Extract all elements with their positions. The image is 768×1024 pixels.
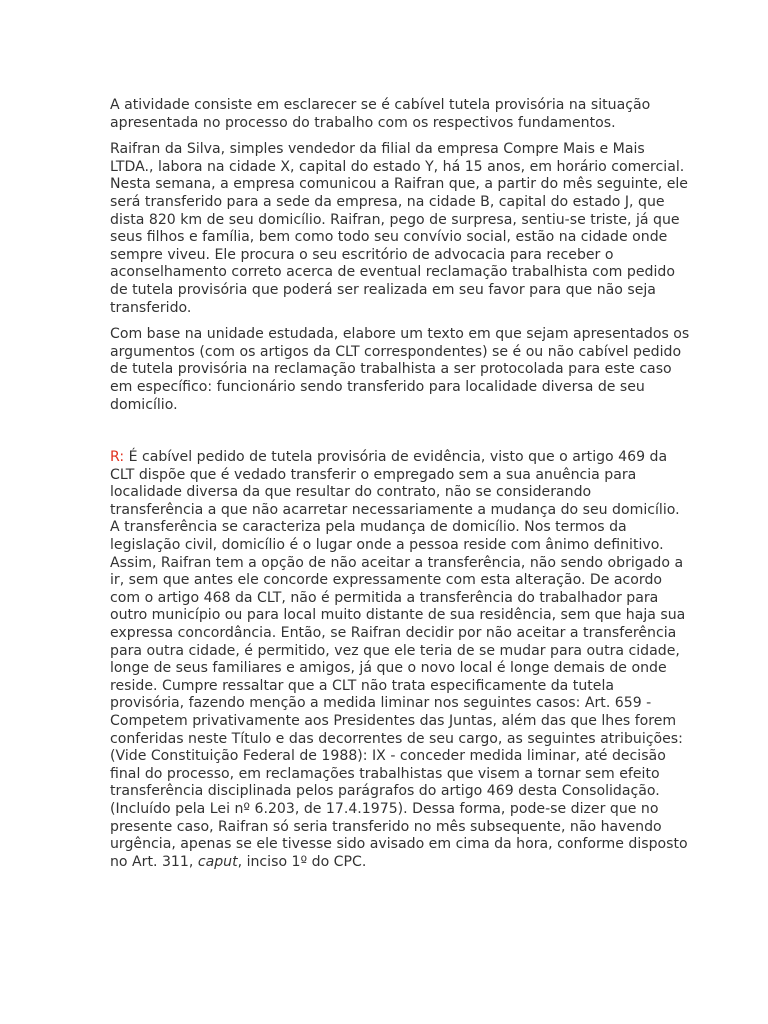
last-line-end: , inciso 1º do CPC. [237,853,367,870]
answer-paragraph [110,449,688,871]
answer-label: R: [110,449,125,466]
text-line: longe de seus familiares e amigos, já que o novo local é longe demais de onde [110,660,667,677]
text-line [110,854,660,872]
text-line: reside. Cumpre ressaltar que a CLT não trata especificamente da tutela [110,677,615,694]
text-line: argumentos (com os artigos da CLT correspondentes) se é ou não cabível pedido [110,343,682,360]
document-page [110,97,690,871]
text-line: em específico: funcionário sendo transferido para localidade diversa de seu [110,378,645,395]
text-line: (Incluído pela Lei nº 6.203, de 17.4.1975). Dessa forma, pode-se dizer que no [110,800,659,817]
text-line: seus filhos e família, bem como todo seu convívio social, estão na cidade onde [110,229,668,246]
text-line: Competem privativamente aos Presidentes das Juntas, além das que lhes forem [110,713,677,729]
text-line: ir, sem que antes ele concorde expressamente com esta alteração. De acordo [110,572,663,589]
text-line [110,449,668,467]
text-line: para outra cidade, é permitido, vez que ele teria de se mudar para outra cidade, [110,642,680,659]
text-line: (Vide Constituição Federal de 1988): IX - conceder medida liminar, até decisão [110,748,666,765]
text-line: A transferência se caracteriza pela mudança de domicílio. Nos termos da [110,519,627,536]
text-line: outro município ou para local muito distante de sua residência, sem que haja sua [110,607,686,624]
text-line: Nesta semana, a empresa comunicou a Raifran que, a partir do mês seguinte, ele [110,176,688,193]
intro-paragraph [110,97,660,132]
case-paragraph [110,141,688,317]
text-line: domicílio. [110,396,178,413]
caput-italic: caput [197,853,238,870]
text-line: urgência, apenas se ele tivesse sido avisado em cima da hora, conforme disposto [110,836,688,853]
text-line: dista 820 km de seu domicílio. Raifran, pego de surpresa, sentiu-se triste, já que [110,211,680,228]
text-line: expressa concordância. Então, se Raifran decidir por não aceitar a transferência [110,625,677,642]
text-line: localidade diversa da que resultar do contrato, não se considerando [110,484,592,501]
answer-first-text: É cabível pedido de tutela provisória de evidência, visto que o artigo 469 da [124,449,668,466]
text-line: com o artigo 468 da CLT, não é permitida a transferência do trabalhador para [110,589,659,606]
text-line: será transferido para a sede da empresa, na cidade B, capital do estado J, que [110,193,665,210]
text-line: transferência disciplinada pelos parágrafos do artigo 469 desta Consolidação. [110,783,660,800]
text-line: presente caso, Raifran só seria transferido no mês subsequente, não havendo [110,818,662,835]
text-line: final do processo, em reclamações trabalhistas que visem a tornar sem efeito [110,765,660,782]
text-line: legislação civil, domicílio é o lugar onde a pessoa reside com ânimo definitivo. [110,537,664,554]
text-line: aconselhamento correto acerca de eventual reclamação trabalhista com pedido [110,264,675,281]
text-line: Assim, Raifran tem a opção de não aceitar a transferência, não sendo obrigado a [110,554,684,571]
text-line: LTDA., labora na cidade X, capital do estado Y, há 15 anos, em horário comercial. [110,158,685,175]
text-line: A atividade consiste em esclarecer se é cabível tutela provisória na situação [110,97,651,113]
text-line: transferência a que não acarretar necessariamente a mudança do seu domicílio. [110,501,680,518]
text-line: Com base na unidade estudada, elabore um texto em que sejam apresentados os [110,326,690,343]
text-line: provisória, fazendo menção a medida liminar nos seguintes casos: Art. 659 - [110,695,652,712]
text-line: apresentada no processo do trabalho com os respectivos fundamentos. [110,114,616,131]
text-line: Raifran da Silva, simples vendedor da filial da empresa Compre Mais e Mais [110,141,645,158]
text-line: de tutela provisória que poderá ser realizada em seu favor para que não seja [110,281,656,298]
task-paragraph [110,326,690,414]
text-line: conferidas neste Título e das decorrentes de seu cargo, as seguintes atribuições: [110,730,683,747]
text-line: transferido. [110,299,192,316]
last-line-text: no Art. 311, [110,853,198,870]
text-line: sempre viveu. Ele procura o seu escritório de advocacia para receber o [110,246,614,263]
text-line: CLT dispõe que é vedado transferir o empregado sem a sua anuência para [110,466,637,483]
text-line: de tutela provisória na reclamação trabalhista a ser protocolada para este caso [110,361,672,378]
